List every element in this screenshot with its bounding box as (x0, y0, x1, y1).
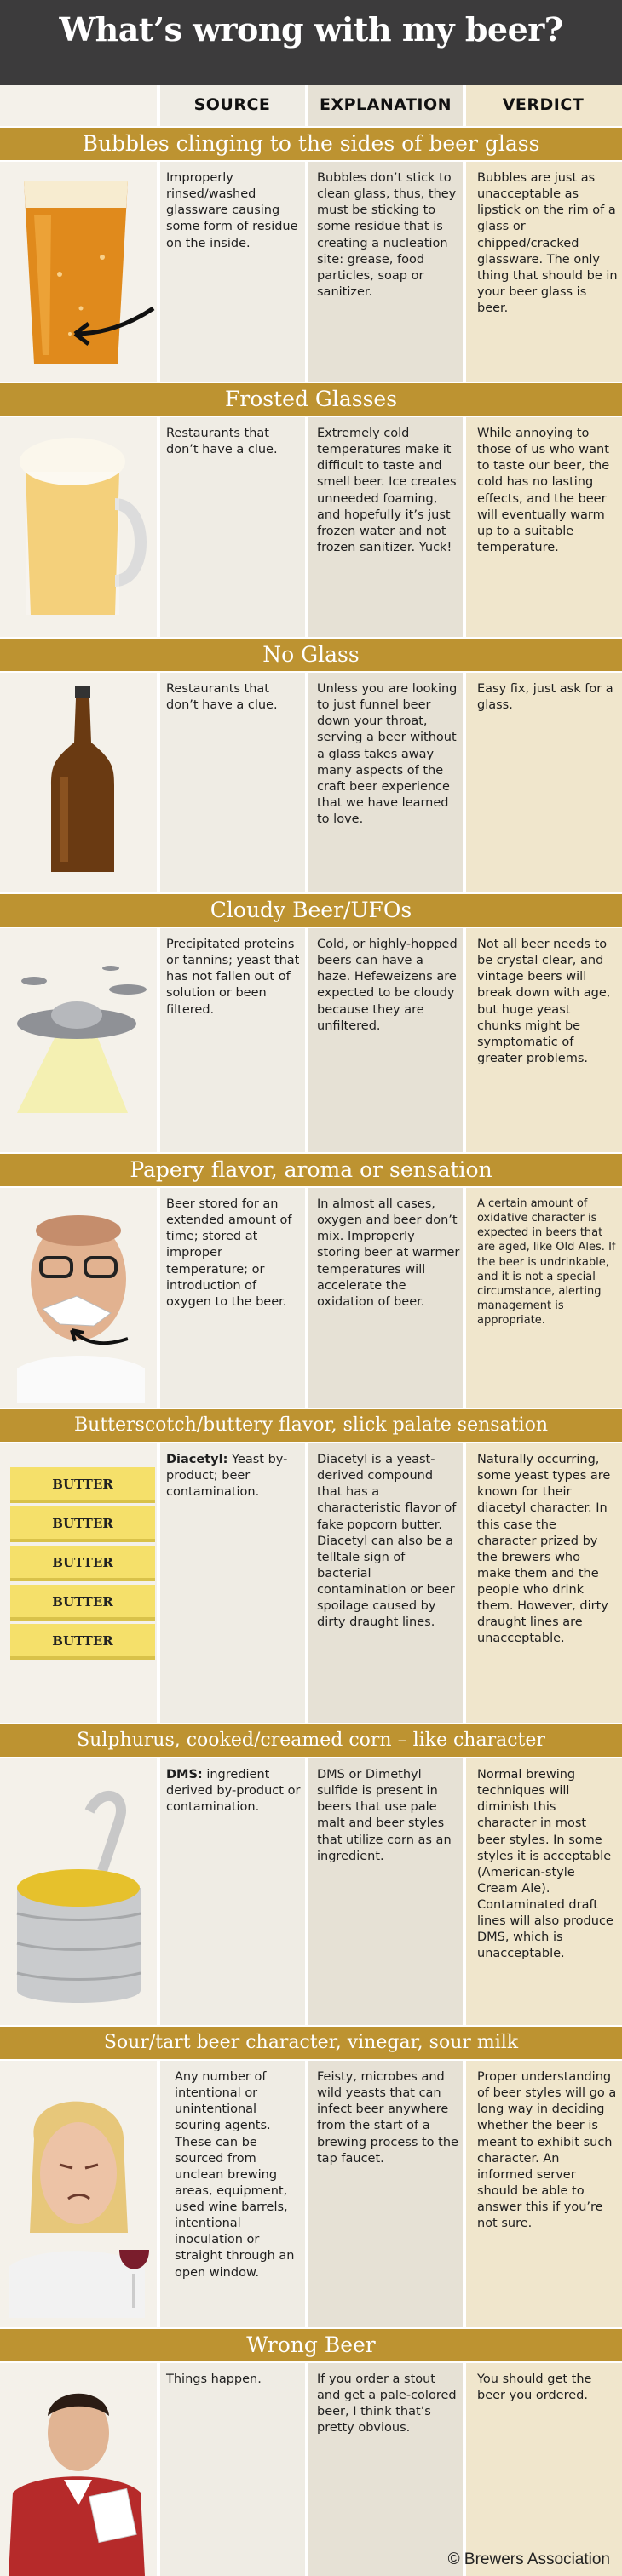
verdict-text: You should get the beer you ordered. (477, 2372, 592, 2403)
section-title-band (0, 126, 622, 162)
butter-stick: BUTTER (10, 1624, 155, 1660)
butter-stick: BUTTER (10, 1467, 155, 1503)
sour-face-woman-icon (0, 2063, 158, 2318)
section-title-band (0, 637, 622, 673)
butter-stick: BUTTER (10, 1546, 155, 1581)
section-cloudy-beer (0, 892, 622, 1152)
explanation-text: Diacetyl is a yeast-derived compound that has a characteristic flavor of fake popcorn butter. Diacetyl can also be a telltale sign of bacterial contamination or beer spoilage caused by dirty draught lines. (317, 1453, 457, 1630)
section-title: No Glass (262, 642, 360, 667)
butter-stack-icon (10, 1467, 155, 1660)
ufo-icon (0, 930, 158, 1147)
section-title-band (0, 1723, 622, 1758)
section-title: Butterscotch/buttery flavor, slick palate sensation (74, 1414, 548, 1436)
section-title: Papery flavor, aroma or sensation (130, 1157, 492, 1182)
verdict-text: Naturally occurring, some yeast types are known for their diacetyl character. In this case the character prized by the brewers who make them and the people who drink them. However, dirty draught lines are unacceptable. (477, 1453, 611, 1646)
frosted-mug-icon (0, 419, 158, 632)
verdict-column-header: VERDICT (502, 95, 585, 114)
verdict-text: A certain amount of oxidative character is expected in beers that are aged, like Old Ales. If the beer is undrinkable, and it is not a special circumstance, alerting management is appropriate. (477, 1197, 616, 1328)
source-text: Restaurants that don’t have a clue. (166, 682, 278, 713)
section-title-band (0, 1152, 622, 1188)
section-title: Frosted Glasses (224, 387, 398, 411)
page-header (0, 0, 622, 85)
explanation-text: DMS or Dimethyl sulfide is present in beers that use pale malt and beer styles that utilize corn as an ingredient. (317, 1768, 452, 1863)
verdict-text: Proper understanding of beer styles will go a long way in deciding whether the beer is meant to exhibit such character. An informed server should be able to answer this if you’re not sure. (477, 2070, 617, 2231)
butter-stick: BUTTER (10, 1506, 155, 1542)
explanation-text: In almost all cases, oxygen and beer don’t mix. Improperly storing beer at warmer temperatures will accelerate the oxidation of beer. (317, 1197, 460, 1309)
butter-stick: BUTTER (10, 1585, 155, 1621)
explanation-text: Feisty, microbes and wild yeasts that can infect beer anywhere from the start of a brewing process to the tap faucet. (317, 2070, 458, 2166)
section-butterscotch (0, 1408, 622, 1723)
source-text (166, 1452, 302, 1500)
verdict-text: Normal brewing techniques will diminish this character in most beer styles. In some styles it is acceptable (American-style Cream Ale). Contaminated draft lines will also produce DMS, which is unacceptable. (477, 1768, 613, 1961)
source-text: Beer stored for an extended amount of time; stored at improper temperature; or introduction of oxygen to the beer. (166, 1197, 292, 1309)
section-title: Cloudy Beer/UFOs (210, 898, 412, 922)
section-sulphurus (0, 1723, 622, 2025)
waiter-icon (0, 2365, 158, 2576)
source-text: Improperly rinsed/washed glassware causing some form of residue on the inside. (166, 171, 298, 250)
source-text: Precipitated proteins or tannins; yeast that has not fallen out of solution or been filtered. (166, 938, 300, 1017)
section-bubbles (0, 126, 622, 382)
section-title-band (0, 2025, 622, 2061)
explanation-text: Extremely cold temperatures make it difficult to taste and smell beer. Ice creates unneeded foaming, and hopefully it’s just frozen water and not frozen sanitizer. Yuck! (317, 427, 457, 554)
copyright-footer: © Brewers Association (447, 2550, 610, 2568)
section-title-band (0, 382, 622, 417)
explanation-text: Unless you are looking to just funnel beer down your throat, serving a beer without a glass takes away many aspects of the craft beer experience that we have learned to love. (317, 682, 458, 826)
source-column-header: SOURCE (193, 95, 271, 114)
source-text: Restaurants that don’t have a clue. (166, 427, 278, 457)
section-sour-tart (0, 2025, 622, 2327)
section-no-glass (0, 637, 622, 892)
source-rest: Yeast by-product; beer contamination. (166, 1453, 288, 1500)
section-title-band (0, 892, 622, 928)
explanation-column-header: EXPLANATION (319, 95, 452, 114)
verdict-text: Easy fix, just ask for a glass. (477, 682, 613, 713)
section-wrong-beer (0, 2327, 622, 2576)
man-eating-paper-icon (0, 1190, 158, 1403)
explanation-text: If you order a stout and get a pale-colored beer, I think that’s pretty obvious. (317, 2372, 457, 2435)
section-title: Wrong Beer (246, 2332, 376, 2357)
beer-bottle-icon (0, 674, 158, 887)
corn-can-icon (0, 1760, 158, 2016)
source-text (166, 1767, 302, 1816)
section-papery-flavor (0, 1152, 622, 1408)
page-title: What’s wrong with my beer? (59, 10, 563, 49)
column-headers (0, 85, 622, 124)
section-frosted-glasses (0, 382, 622, 637)
source-rest: ingredient derived by-product or contamination. (166, 1768, 301, 1815)
explanation-text: Bubbles don’t stick to clean glass, thus, they must be sticking to some residue that is creating a nucleation site: grease, food particles, soap or sanitizer. (317, 171, 457, 299)
section-title: Bubbles clinging to the sides of beer glass (82, 131, 540, 156)
explanation-text: Cold, or highly-hopped beers can have a haze. Hefeweizens are expected to be cloudy because they are unfiltered. (317, 938, 458, 1033)
verdict-text: While annoying to those of us who want to taste our beer, the cold has no lasting effects, and the beer will eventually warm up to a suitable temperature. (477, 427, 610, 554)
source-term: Diacetyl: (166, 1453, 228, 1466)
section-title-band (0, 2327, 622, 2363)
section-title-band (0, 1408, 622, 1443)
beer-pint-icon (0, 164, 158, 376)
verdict-text: Not all beer needs to be crystal clear, and vintage beers will break down with age, but huge yeast chunks might be symptomatic of greater problems. (477, 938, 611, 1065)
source-text: Any number of intentional or unintentional souring agents. These can be sourced from unclean brewing areas, equipment, used wine barrels, intentional inoculation or straight through an open window. (175, 2070, 295, 2280)
verdict-text: Bubbles are just as unacceptable as lipstick on the rim of a glass or chipped/cracked glassware. The only thing that should be in your beer glass is beer. (477, 171, 618, 315)
source-term: DMS: (166, 1768, 203, 1781)
section-title: Sulphurus, cooked/creamed corn – like character (77, 1730, 545, 1751)
source-text: Things happen. (166, 2372, 262, 2386)
section-title: Sour/tart beer character, vinegar, sour milk (103, 2032, 519, 2053)
